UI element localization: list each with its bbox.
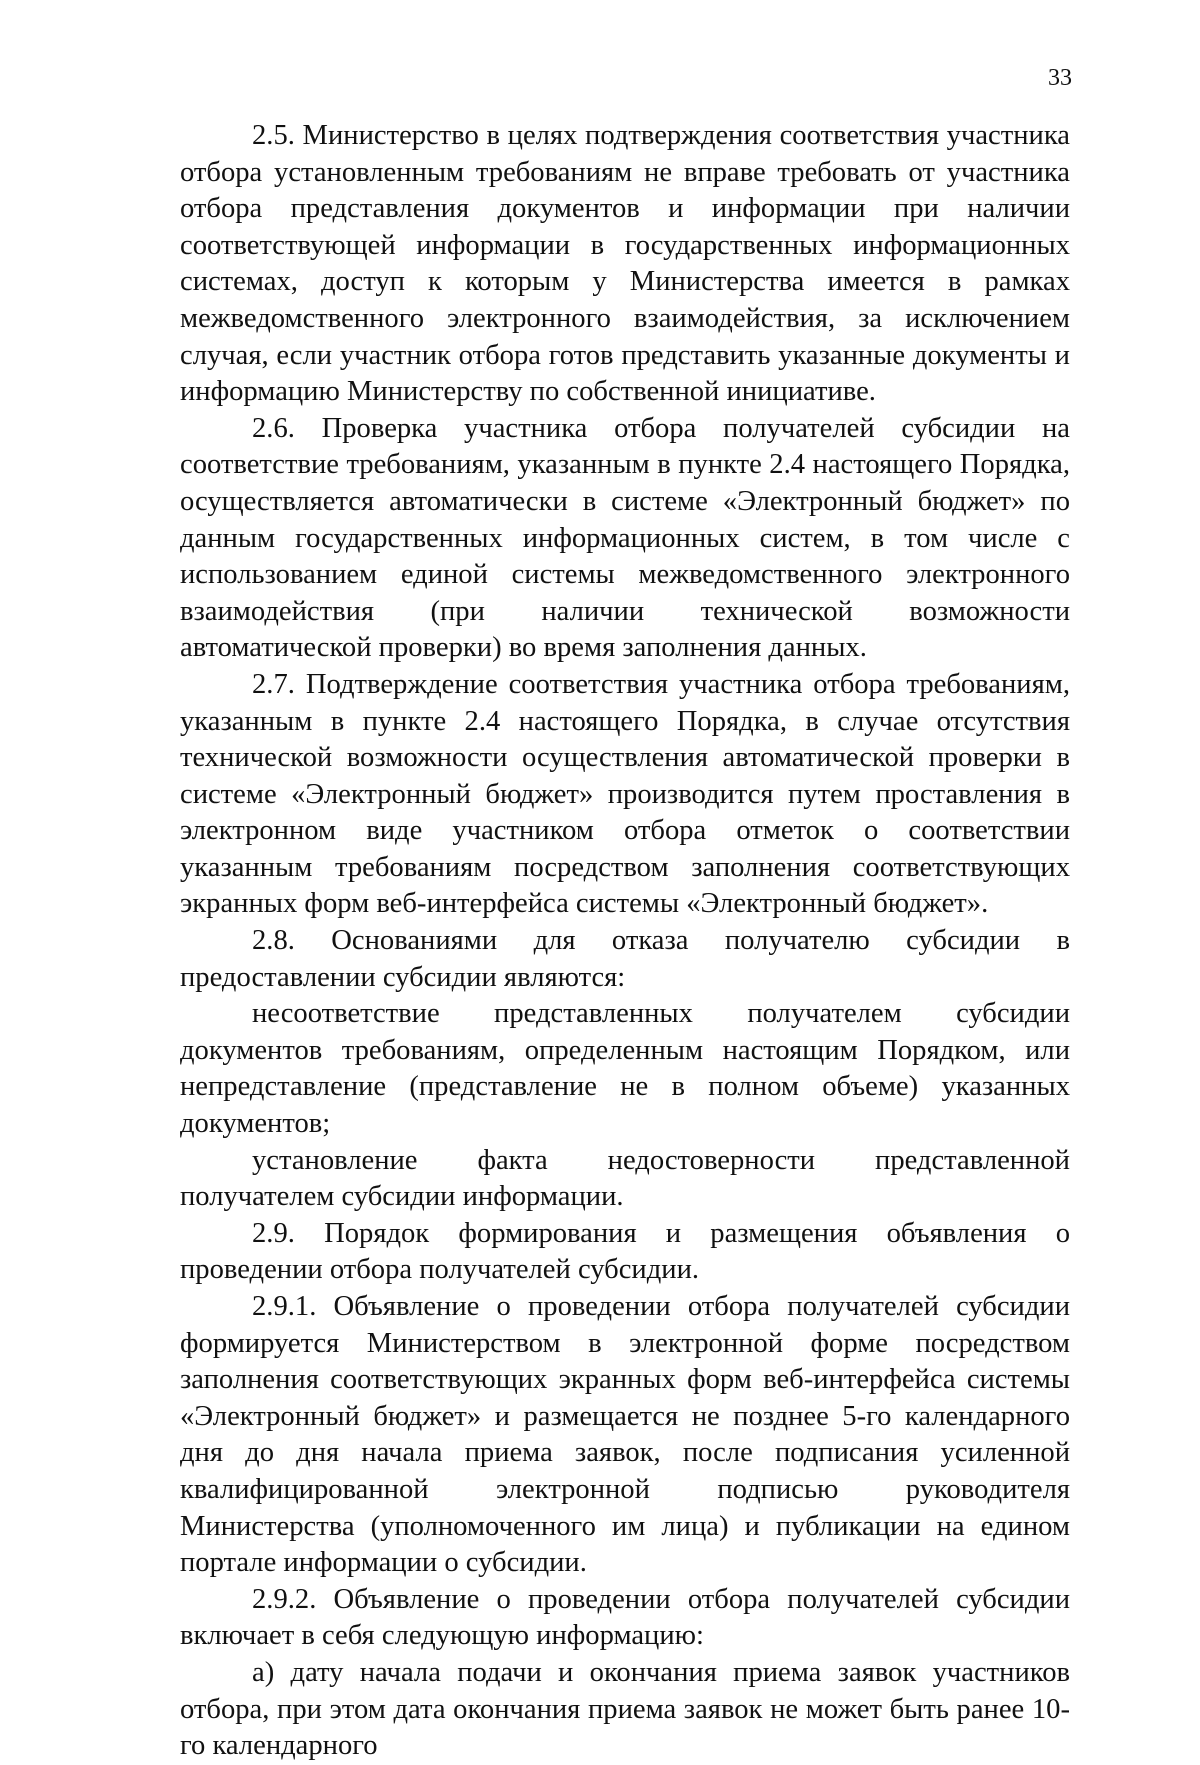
paragraph-2-9-2: 2.9.2. Объявление о проведении отбора получателей субсидии включает в себя следующую информацию: — [180, 1583, 1070, 1652]
paragraph-2-5: 2.5. Министерство в целях подтверждения соответствия участника отбора установленным требованиям не вправе требовать от участника отбора представления документов и информации при наличии соответствующей информации в государственных информационных системах, доступ к которым у Министерства имеется в рамках межведомственного электронного взаимодействия, за исключением случая, если участник отбора готов представить указанные документы и информацию Министерству по собственной инициативе. — [180, 120, 1070, 408]
paragraph-2-9: 2.9. Порядок формирования и размещения объявления о проведении отбора получателей субсидии. — [180, 1217, 1070, 1286]
document-body — [180, 118, 1070, 1765]
paragraph-item-a: а) дату начала подачи и окончания приема заявок участников отбора, при этом дата окончания приема заявок не может быть ранее 10-го календарного — [180, 1656, 1070, 1762]
paragraph-2-6: 2.6. Проверка участника отбора получателей субсидии на соответствие требованиям, указанным в пункте 2.4 настоящего Порядка, осуществляется автоматически в системе «Электронный бюджет» по данным государственных информационных систем, в том числе с использованием единой системы межведомственного электронного взаимодействия (при наличии технической возможности автоматической проверки) во время заполнения данных. — [180, 412, 1070, 664]
page-number: 33 — [1048, 65, 1072, 91]
paragraph-2-7: 2.7. Подтверждение соответствия участника отбора требованиям, указанным в пункте 2.4 настоящего Порядка, в случае отсутствия технической возможности осуществления автоматической проверки в системе «Электронный бюджет» производится путем проставления в электронном виде участником отбора отметок о соответствии указанным требованиям посредством заполнения соответствующих экранных форм веб-интерфейса системы «Электронный бюджет». — [180, 668, 1070, 920]
paragraph-refusal-ground-1: несоответствие представленных получателем субсидии документов требованиям, определенным настоящим Порядком, или непредставление (представление не в полном объеме) указанных документов; — [180, 998, 1070, 1140]
paragraph-2-9-1: 2.9.1. Объявление о проведении отбора получателей субсидии формируется Министерством в электронной форме посредством заполнения соответствующих экранных форм веб-интерфейса системы «Электронный бюджет» и размещается не позднее 5-го календарного дня до дня начала приема заявок, после подписания усиленной квалифицированной электронной подписью руководителя Министерства (уполномоченного им лица) и публикации на едином портале информации о субсидии. — [180, 1291, 1070, 1579]
paragraph-2-8: 2.8. Основаниями для отказа получателю субсидии в предоставлении субсидии являются: — [180, 925, 1070, 993]
paragraph-refusal-ground-2: установление факта недостоверности представленной получателем субсидии информации. — [180, 1144, 1070, 1213]
